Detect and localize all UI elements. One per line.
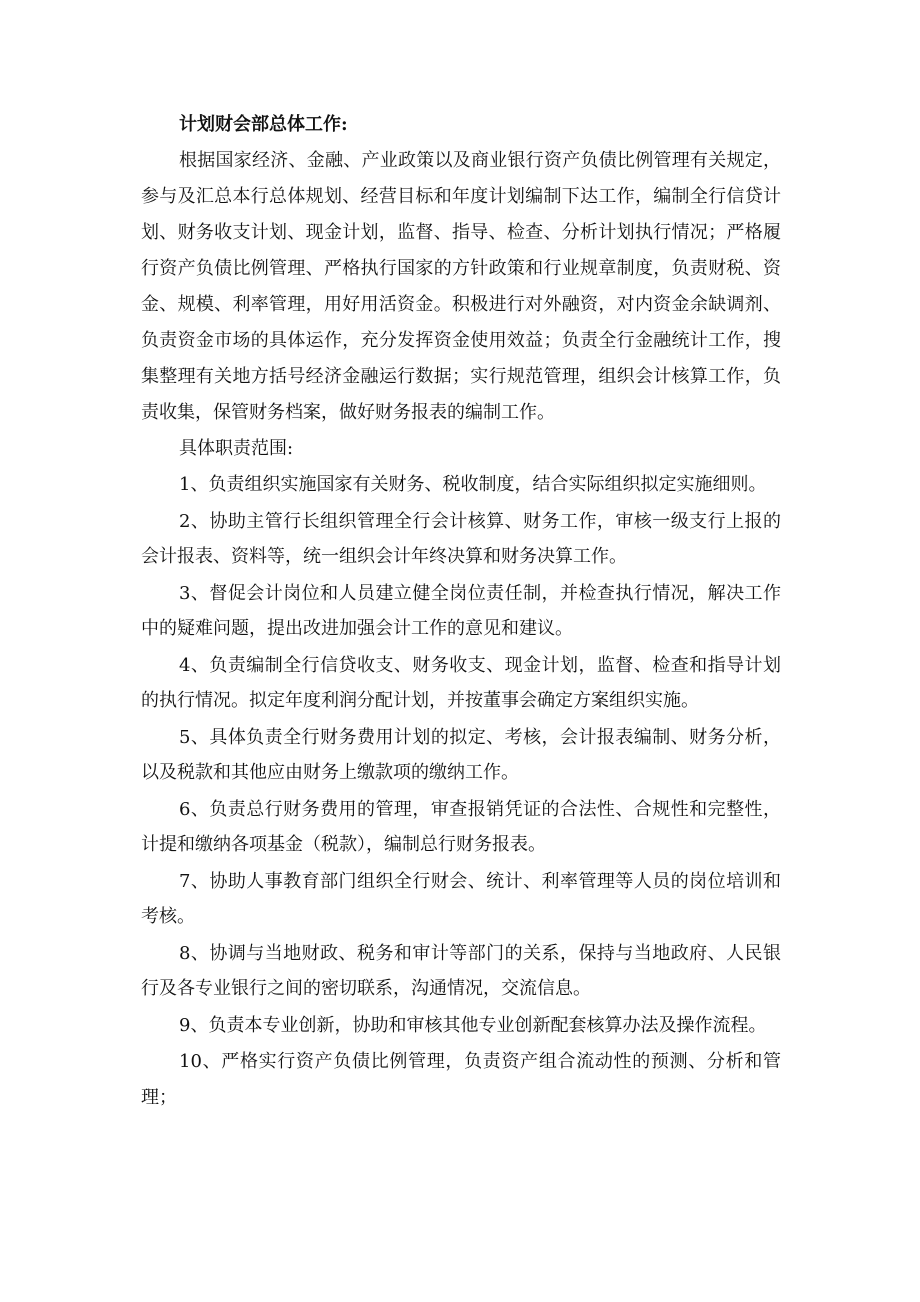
duty-item-8: 8、协调与当地财政、税务和审计等部门的关系，保持与当地政府、人民银行及各专业银行之间的密切联系，沟通情况，交流信息。 <box>141 942 781 999</box>
document-body <box>141 107 781 1116</box>
duty-item-1: 1、负责组织实施国家有关财务、税收制度，结合实际组织拟定实施细则。 <box>179 474 767 495</box>
duty-item-6: 6、负责总行财务费用的管理，审查报销凭证的合法性、合规性和完整性，计提和缴纳各项基金（税款），编制总行财务报表。 <box>141 798 781 855</box>
duty-item-7: 7、协助人事教育部门组织全行财会、统计、利率管理等人员的岗位培训和考核。 <box>141 870 781 927</box>
duty-item-3: 3、督促会计岗位和人员建立健全岗位责任制，并检查执行情况，解决工作中的疑难问题，提出改进加强会计工作的意见和建议。 <box>141 582 781 639</box>
duties-subheading: 具体职责范围: <box>179 438 294 459</box>
duty-item-10: 10、严格实行资产负债比例管理，负责资产组合流动性的预测、分析和管理； <box>141 1051 781 1108</box>
duty-item-5: 5、具体负责全行财务费用计划的拟定、考核，会计报表编制、财务分析，以及税款和其他应由财务上缴款项的缴纳工作。 <box>141 726 781 783</box>
overview-paragraph: 根据国家经济、金融、产业政策以及商业银行资产负债比例管理有关规定，参与及汇总本行总体规划、经营目标和年度计划编制下达工作，编制全行信贷计划、财务收支计划、现金计划，监督、指导、检查、分析计划执行情况；严格履行资产负债比例管理、严格执行国家的方针政策和行业规章制度，负责财税、资金、规模、利率管理，用好用活资金。积极进行对外融资，对内资金余缺调剂、负责资金市场的具体运作，充分发挥资金使用效益；负责全行金融统计工作，搜集整理有关地方括号经济金融运行数据；实行规范管理，组织会计核算工作，负责收集，保管财务档案，做好财务报表的编制工作。 <box>141 150 781 423</box>
duty-item-2: 2、协助主管行长组织管理全行会计核算、财务工作，审核一级支行上报的会计报表、资料等，统一组织会计年终决算和财务决算工作。 <box>141 510 781 567</box>
section-heading: 计划财会部总体工作: <box>179 114 348 135</box>
duty-item-9: 9、负责本专业创新，协助和审核其他专业创新配套核算办法及操作流程。 <box>179 1014 767 1036</box>
duty-item-4: 4、负责编制全行信贷收支、财务收支、现金计划，监督、检查和指导计划的执行情况。拟定年度利润分配计划，并按董事会确定方案组织实施。 <box>141 654 781 711</box>
